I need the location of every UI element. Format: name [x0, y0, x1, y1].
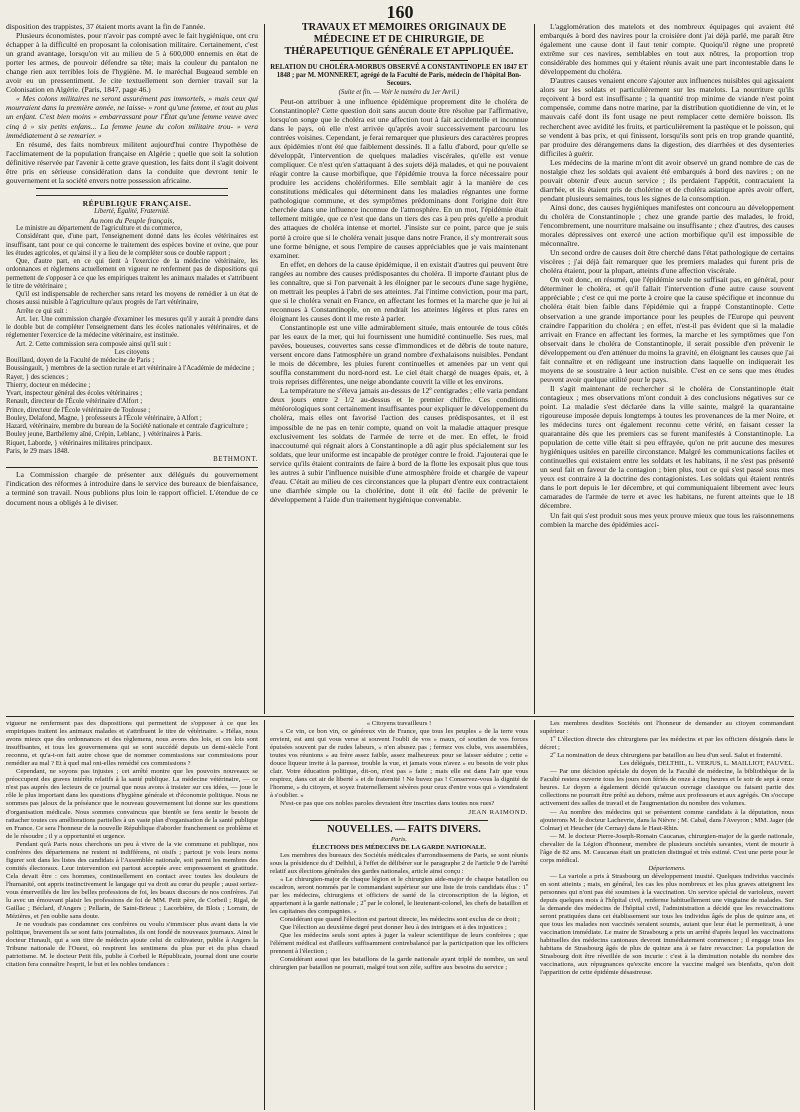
decree-member: Renault, directeur de l'École vétérinaire d'Alfort ;	[6, 398, 143, 406]
middle-paragraph: Peut-on attribuer à une influence épidémique proprement dite le choléra de Constantinople? Cette question doit sans aucun doute être résolue par l'affirmative, lorsqu'on songe que le choléra est une affection tout à fait accidentelle et inconnue dans le pays, où elle n'est arrivée qu'après avoir successivement parcouru les contrées voisines. Cependant, je ferai remarquer que plusieurs des caractères propres aux épidémies n'ont été que faiblement dessinés. Il a fallu d'abord, pour qu'elle se développât, l'intervention de quelques maladies viscérales, qu'elle est venue compliquer. Ce n'est qu'en s'attaquant à des sujets déjà malades, et qui ne pouvaient réagir contre la cause morbifique, que l'épidémie trouva la force nécessaire pour produire les accidens cholériformes. Elle semblait agir à la manière de ces constitutions médicales qui déterminent dans les maladies régnantes une forme pathologique commune, et des symptômes prédominans dont l'origine doit être cherchée dans une influence inconnue de l'atmosphère. En un mot, l'épidémie était tellement mitigée, que ce n'est que dans un tiers des cas à peu près qu'elle a produit des attaques de choléra intense et mortel. J'insiste sur ce point, parce que je suis porté à croire que si le choléra venait jusque dans notre France, il s'y montrerait sous une forme bénigne, et sous l'empire de causes appréciables que je vais maintenant examiner.	[270, 96, 528, 260]
news-paragraph: Que les médecins seuls sont aptes à juger la valeur scientifique de leurs confrères ; que l'élément médical est d'ailleurs suffisamment contrebalancé par la participation que les officiers prennent à l'élection ;	[270, 932, 528, 956]
bottom-right-paragraph: — Par une décision spéciale du doyen de la Faculté de médecine, la bibliothèque de la Faculté restera ouverte tous les jours non fériés de onze à cinq heures et le soir de sept à onze heures. Le doyen a également décidé qu'aucun ouvrage classique ou faisant partie des collections ne pourrait être prêté au dehors, même aux professeurs et aux agrégés. On s'occupe activement des salles de travail et de l'augmentation du nombre des volumes.	[540, 768, 794, 808]
ornament-divider	[36, 188, 228, 196]
decree-member: Riquet, Laborde, } vétérinaires militaires principaux.	[6, 439, 153, 447]
bottom-right-paragraph: 2º La nomination de deux chirurgiens par bataillon au lieu d'un seul. Salut et fraternité.	[550, 752, 783, 760]
middle-column	[270, 22, 528, 714]
column-rule-left	[264, 24, 265, 714]
news-paragraph: « Le chirurgien-major de chaque légion et le chirurgien aide-major de chaque bataillon ou escadron, seront nommés par le commandant supérieur sur une liste de trois candidats élus : 1º par les médecins, chirurgiens et officiers de santé de la circonscription de la légion, et appartenant à la garde nationale ; 2º par le colonel, le lieutenant-colonel, les chefs de bataillon et les capitaines des compagnies. »	[270, 875, 528, 915]
decree-paragraph: Art. 2. Cette commission sera composée ainsi qu'il suit :	[16, 340, 171, 348]
middle-paragraph: La température ne s'éleva jamais au-dessus de 12º centigrades ; elle varia pendant deux jours entre 2 1/2 au-dessus et le premier chiffre. Ces conditions météorologiques sont certainement insuffisantes pour expliquer le développement du choléra, mais elles ont favorisé l'action des causes prédisposantes, et il est impossible de ne pas en tenir compte, quand on voit la maladie attaquer presque exclusivement les soldats de l'armée de terre et de mer. En effet, le froid inaccoutumé qui régnait alors à Constantinople a dû agir plus spécialement sur les soldats, que leur uniforme est incapable de protéger contre le froid. J'ajouterai que le service qu'ils étaient contraints de faire à bord de la flotte les exposait plus que tous les autres à subir l'influence nuisible d'une atmosphère froide et chargée de vapeur d'eau. C'était au milieu de ces circonstances que la plupart d'entre eux contractaient une diarrhée simple ou la cholérine, dont il eût été facile de prévenir le développement à l'aide d'un traitement hygiénique convenable.	[270, 386, 528, 504]
bottom-left-column	[6, 720, 258, 1110]
bottom-right-paragraph: — M. le docteur Pierre-Joseph-Romain Caucanas, chirurgien-major de la garde nationale, chevalier de la Légion d'honneur, membre de plusieurs sociétés savantes, vient de mourir à l'âge de 82 ans. M. Caucanas était un praticien distingué et très estimé. C'est une perte pour le corps médical.	[540, 832, 794, 864]
bottom-middle-column	[270, 720, 528, 1110]
decree-member: Boussingault, } membres de la section rurale et art vétérinaire à l'Académie de médecine ;	[6, 365, 255, 373]
bottom-left-paragraph: Pendant qu'à Paris nous cherchons un peu à vivre de la vie commune et publique, nos confrères des départemens ne restent ni indifférens, ni oisifs ; partout je vois leurs noms figurer soit dans les listes des candidats à l'Assemblée nationale, soit parmi les membres des comités électoraux. Leur intervention est partout acceptée avec empressement et gratitude. Cela devait être : ces hommes, continuellement en contact avec toutes les douleurs de l'humanité, ont appris instinctivement le langage qui va droit au cœur du peuple ; aussi seriez-vous émerveillés de lire les belles professions de foi, les beaux discours de nos confrères. J'ai lu avec un émouvant plaisir les professions de foi de MM. Petit père, de Corbeil ; Rigal, de Gaillac ; Béclard, d'Angers ; Pellarin, de Saint-Brieuc ; Lacorbière, de Blois ; Lorrain, de Mézières, et j'en oublie sans doute.	[6, 840, 258, 921]
bottom-left-paragraph: vigueur ne renferment pas des dispositions qui permettent de s'opposer à ce que les empiriques traitent les animaux malades et s'attribuent le titre de vétérinaire. « Hélas, nous avons mieux que des ordonnances et des règlemens, nous avons des lois, et ces lois sont insuffisantes, et tous les gouvernemens qui se sont succédé depuis un demi-siècle l'ont reconnu, et qu'a-t-on fait autre chose que de nommer commissions sur commissions pour remédier au mal ? Et à quel mal ont-elles remédié ces commissions ?	[6, 720, 258, 768]
right-paragraph: Un fait qui s'est produit sous mes yeux prouve mieux que tous les raisonnemens combien la marche des épidémies acci-	[540, 510, 794, 529]
bottom-left-paragraph: Je ne voudrais pas condamner ces confrères ou voulu s'immiscer plus avant dans la vie politique, bravement ils se sont faits journalistes, ils ont fondé de nouveaux journaux. Ainsi le docteur Hunault, qui a son titre de médecin ajoute celui de cultivateur, publie à Angers la Tribune nationale de l'Ouest, où respirent les sentimens du plus pur et du plus chaud patriotisme. M. le docteur Petit fils, publie à Corbeil le Républicain, journal dont une courte citation fera connaître l'esprit, le but et les nobles tendances :	[6, 921, 258, 969]
decree-title: RÉPUBLIQUE FRANÇAISE.	[82, 198, 192, 208]
decree-member: Thierry, docteur en médecine ;	[6, 381, 91, 389]
left-quote-paragraph: « Mes colons militaires ne seront assurément pas immortels, » mais ceux qui mourraient dans la première année, ne laisse- » ront qu'une femme, et tout au plus un enfant. C'est bien moins » embarrassant pour l'État qu'une femme veuve avec cinq à » six petits enfans... La femme jeune du colon militaire trou- » vera immédiatement à se remarier. »	[6, 94, 258, 140]
decree-paragraph: Que, d'autre part, en ce qui tient à l'exercice de la médecine vétérinaire, les ordonnances et règlemens actuellement en vigueur ne renferment pas de dispositions qui permettent de s'opposer à ce que les empiriques traitent les animaux malades et s'attribuent le titre de vétérinaire ;	[6, 258, 258, 290]
section-divider-rule	[6, 716, 794, 717]
bottom-right-paragraph: — Au nombre des médecins qui se présentent comme candidats à la députation, nous ajouterons M. le docteur Lachevrie, dans la Nièvre ; M. Cabal, dans l'Aveyron ; MM. Jager (de Colmar) et Heucher (de Cernay) dans le Haut-Rhin.	[540, 808, 794, 832]
right-paragraph: On voit donc, en résumé, que l'épidémie seule ne suffisait pas, en général, pour déterminer le choléra, et qu'il fallait l'intervention d'une autre cause souvent appréciable ; c'est ce qui me porte à croire que la cause spécifique et inconnue du choléra était bien faible dans l'épidémie qui a frappé Constantinople. Cette observation a une grande importance pour les peuples de l'Europe qui peuvent craindre l'apparition du choléra ; en effet, n'est-il pas évident que si la maladie arrivait en France en affectant les formes, la marche et les symptômes que l'on observait dans le choléra de Constantinople, il serait possible d'en prévenir le développement ou d'en atténuer du moins la gravité, en éloignant les causes que j'ai fait connaître et en rédigeant une instruction dans laquelle on indiquerait les moyens de se soustraire à leur action nuisible. C'est en ce sens que mes études peuvent avoir quelque utilité pour le pays.	[540, 275, 794, 384]
delegates-signature: Les délégués, DELTHIL, L. VERJUS, L. MAILLIOT, FAUVEL.	[619, 760, 794, 768]
decree-paragraph: Art. 1er. Une commission chargée d'examiner les mesures qu'il y aurait à prendre dans le double but de compléter l'enseignement dans les écoles nationales vétérinaires, et de réglementer l'exercice de la médecine vétérinaire, est instituée.	[6, 315, 258, 340]
column-rule-bottom-right	[534, 720, 535, 1110]
news-title: NOUVELLES. — FAITS DIVERS.	[327, 823, 481, 835]
left-closing-paragraph: La Commission chargée de présenter aux délégués du gouvernement l'indication des réformes à introduire dans le service des bureaux de bienfaisance, a terminé son travail. Nous publions plus loin le rapport officiel. L'étendue de ce document nous a obligés à le diviser.	[6, 470, 258, 507]
decree-member: Rayer, } des sciences ;	[6, 373, 69, 381]
left-column	[6, 22, 258, 714]
bottom-right-paragraph: 1º L'élection directe des chirurgiens par les médecins et par les officiers désignés dans le décret ;	[540, 736, 794, 752]
decree-member: Prince, directeur de l'École vétérinaire de Toulouse ;	[6, 406, 151, 414]
left-paragraph: Plusieurs économistes, pour n'avoir pas compté avec le fait hygiénique, ont cru échapper à la difficulté en proposant la colonisation militaire. Certainement, c'est un grand avantage, lorsqu'on vit au milieu de 5 à 600,000 ennemis en état de porter les armes, de pouvoir défendre sa tête; mais la couleur du pantalon ne change rien aux terribles lois de l'hygiène. M. le maréchal Bugeaud semble en avoir eu un pressentiment. Je cite textuellement son dernier travail sur la Colonisation en Algérie. (Paris, 1847, page 46.)	[6, 31, 258, 95]
quote-paragraph: N'est-ce pas que ces nobles paroles devraient être inscrites dans toutes nos rues?	[280, 800, 495, 808]
decree-member: Hazard, vétérinaire, membre du bureau de la Société nationale et centrale d'agriculture ;	[6, 423, 248, 431]
left-paragraph: disposition des trappistes, 37 étaient morts avant la fin de l'année.	[6, 22, 206, 31]
decree-paragraph: Qu'il est indispensable de rechercher sans retard les moyens de remédier à un état de choses aussi nuisible à l'agriculture qu'aux progrès de l'art vétérinaire,	[6, 291, 258, 307]
right-paragraph: Il s'agit maintenant de rechercher si le choléra de Constantinople était contagieux ; mes observations m'ont conduit à des conclusions négatives sur ce point. La maladie s'est déclarée dans la ville sainte, malgré la quarantaine rigoureuse imposée depuis longtemps à toutes les provenances de la mer Noire, et les médecins turcs ont également reconnu cette vérité, en faisant cesser la quarantaine dès que les premiers cas se furent manifestés à Constantinople. La population de cette ville était si peu effrayée, qu'on ne prit aucune des mesures hygiéniques usitées en pareille circonstance. Malgré les communications faciles et continuelles qui existaient entre les soldats et les habitans, il ne s'est pas présenté un seul fait en faveur de la contagion ; bien plus, tout ce qui s'est passé sous mes yeux est contraire à la doctrine des contagionistes. Les soldats qui étaient rentrés dans le port depuis le 1er décembre, et qui communiquaient librement avec leurs camarades de l'armée de terre et avec les habitans, ne furent atteints que le 18 décembre.	[540, 383, 794, 511]
right-paragraph: Un second ordre de causes doit être cherché dans l'état pathologique de certains viscères ; j'ai déjà fait remarquer que les premiers malades qui furent pris de choléra étaient, pour la plupart, atteints d'une affection viscérale.	[540, 248, 794, 276]
column-rule-bottom-left	[264, 720, 265, 1110]
bottom-left-paragraph: Cependant, ne soyons pas injustes ; cet arrêté montre que les pouvoirs nouveaux se préoccupent des graves intérêts relatifs à la santé publique. La médecine vétérinaire, — ce n'est pas auprès des lecteurs de ce journal que nous avons à insister sur ces idées, — joue le rôle le plus important dans les questions d'hygiène générale et d'économie politique. Nous ne sommes pas jaloux de la préséance que le nouveau gouvernement lui donne sur les questions d'organisation médicale. Nous sommes convaincus que bientôt se fera sentir le besoin de rattacher toutes ces améliorations partielles à un vaste plan d'organisation de la santé publique en France. Ce sera l'honneur de la nouvelle République d'aborder franchement ce problème et de le résoudre ; il y a opportunité et urgence.	[6, 768, 258, 840]
bottom-right-column	[540, 720, 794, 1110]
quote-signature: JEAN RAIMOND.	[468, 808, 528, 816]
decree-paragraph: Les citoyens	[114, 348, 150, 356]
article-continuation: (Suite et fin. — Voir le numéro du 1er Avril.)	[338, 88, 460, 96]
right-paragraph: Ainsi donc, des causes hygiéniques manifestes ont concouru au développement du choléra de Constantinople ; chez une grande partie des malades, le froid, l'encombrement, une nourriture malsaine ou insuffisante ; chez d'autres, des causes morales dépressives ont exercé une action morbifique qu'il est impossible de méconnaître.	[540, 202, 794, 249]
right-column	[540, 22, 794, 714]
decree-name: Au nom du Peuple français,	[89, 216, 175, 226]
page-number: 160	[386, 2, 414, 22]
news-paragraph: Considérant aussi que les bataillons de la garde nationale ayant triplé de nombre, un seul chirurgien par bataillon ne pourrait, malgré tout son zèle, suffire aux besoins du service ;	[270, 956, 528, 972]
quote-paragraph: « Ce vin, ce bon vin, ce généreux vin de France, que tous les peuples » de la terre vous envient, est ami qui vous verse si souvent l'oubli de vos » maux, cé soutien de vos forces épuisées souvent par de rudes labeurs, » n'en abusez pas ; fermez vos clubs, vos assemblées, toutes vos réunions » au frère assez faible, assez malheureux pour se laisser séduire ; cette » douce liqueur invite à la paresse, trouble la vue, et jamais vous n'avez » eu besoin de voir plus clair. Votre éducation politique, dit-on, n'est pas » faite ; mais elle est dans l'air que vous respirez, dans cet air de liberté » et de fraternité ! Ne buvez pas ! Conservez-vous la dignité de l'homme, » du citoyen, et soyez fraternellement sévères pour ceux d'entre vous qui » viendraient à s'oublier. »	[270, 728, 528, 800]
news-paragraph: Les membres des bureaux des Sociétés médicales d'arrondissemens de Paris, se sont réunis sous la présidence du d' Delbhil, à l'effet de délibérer sur le paragraphe 2 de l'article 9 de l'arrêté relatif aux élections générales des gardes nationales, article ainsi conçu :	[270, 851, 528, 875]
decree-paragraph: Arrête ce qui suit :	[16, 307, 68, 315]
decree-paragraph: Considérant que, d'une part, l'enseignement donné dans les écoles vétérinaires est insuffisant, tant pour ce qui concerne le traitement des espèces bovine et ovine, que pour les études agricoles, et qu'ainsi il y a lieu de le compléter sous ce double rapport ;	[6, 233, 258, 257]
middle-paragraph: Constantinople est une ville admirablement située, mais entourée de tous côtés par les eaux de la mer, qui lui fournissent une humidité continuelle. Ses rues, mal pavées, boueuses, couvertes sans cesse d'immondices et de débris de toute nature, versent encore dans l'atmosphère un grand nombre d'exhalaisons nuisibles. Pendant le mois de décembre, les pluies furent continuelles et amenées par un vent qui souffla constamment du nord-nord est. Le ciel était chargé de nuages épais, et, à trois reprises différentes, une neige abondante couvrit la ville et les environs.	[270, 322, 528, 387]
decree-member: Bouley jeune, Barthélemy aîné, Crépin, Leblanc, } vétérinaires à Paris.	[6, 431, 202, 439]
news-paragraph: Considérant que quand l'élection est partout directe, les médecins sont exclus de ce droit ;	[280, 916, 520, 924]
decree-member: Bouillaud, doyen de la Faculté de médecine de Paris ;	[6, 357, 155, 365]
news-subtitle: ÉLECTIONS DES MÉDECINS DE LA GARDE NATIONALE.	[311, 843, 487, 851]
right-paragraph: D'autres causes venaient encore s'ajouter aux influences nuisibles qui agissaient alors sur les soldats et particulièrement sur les matelots. La nourriture qu'ils reçoivent à bord est insuffisante ; la quantité trop minime de viande n'est point compensée, comme dans notre marine, par la distribution quotidienne de vin, et le mauvais café dont ils font usage ne peut remplacer cette dernière boisson. Ils recherchent avec avidité les fruits, et particulièrement la pastèque et le poisson, qui se vendent à bas prix, et qui finissent, lorsqu'ils sont pris en trop grande quantité, par produire des dérangemens dans la digestion, des diarrhées et des dysenteries difficiles à guérir.	[540, 76, 794, 158]
right-paragraph: L'agglomération des matelots et des nombreux équipages qui avaient été embarqués à bord des navires pour la croisière dont j'ai déjà parlé, me paraît être également une cause dont il faut tenir compte. Quoiqu'il règne une propreté extrême sur ces navires, semblables en tout aux nôtres, la proportion trop considérable des hommes qui y étaient réunis avait une part incontestable dans le développement du choléra.	[540, 22, 794, 77]
decree-motto: Liberté, Égalité, Fraternité.	[94, 207, 170, 215]
decree-member: Yvart, inspecteur général des écoles vétérinaires ;	[6, 390, 143, 398]
decree-paragraph: Le ministre au département de l'agriculture et du commerce,	[16, 225, 182, 233]
left-paragraph: En résumé, des faits nombreux militent aujourd'hui contre l'hypothèse de l'acclimatement de la population française en Algérie ; quelle que soit la solution définitive réservée par l'avenir à cette grave question, les faits dont il s'agit doivent être pris en sérieuse considération dans la conduite que devront tenir le gouvernement et la société envers notre possession africaine.	[6, 139, 258, 185]
news-city: Paris.	[390, 835, 408, 843]
decree-signature: BETHMONT.	[213, 456, 258, 464]
bottom-right-paragraph: — La variole a pris à Strasbourg un développement inusité. Quelques individus vaccinés en sont atteints ; mais, en général, les cas les plus nombreux et les plus graves atteignent les personnes qui n'ont pas été soumises à la vaccination. Un service spécial de varioleux, ouvert depuis quelques mois à l'hôpital civil, renferme habituellement une vingtaine de malades. Sur la demande des médecins de l'hôpital civil, l'administration a décidé que les revaccinations seront pratiquées dans cet établissement sur tous les individus âgés de plus de quinze ans, et que tous les malades non vaccinés seraient soumis, autant que leur état le permettrait, à une vaccination immédiate. Le maire de Strasbourg a pris un arrêté d'après lequel les vaccinations habituelles des médecins cantonaux devront immédiatement commencer ; il engage tous les habitans de Strasbourg âgés de plus de quinze ans à se faire revacciner. La population de Strasbourg doit être réveillée de son incurie : c'est à la diminution notable du nombre des vaccinations, aux répugnances qu'excite encore la vaccine malgré ses bienfaits, qu'on doit l'apparition de cette épidémie désastreuse.	[540, 872, 794, 977]
article-title: RELATION DU CHOLÉRA-MORBUS OBSERVÉ A CONSTANTINOPLE EN 1847 ET 1848 ; par M. MONNERET, agrégé de la Faculté de Paris, médecin de l'hôpital Bon-Secours.	[270, 64, 528, 88]
middle-paragraph: En effet, en dehors de la cause épidémique, il en existait d'autres qui peuvent être rangées au nombre des causes prédisposantes du choléra. Il importe d'autant plus de les connaître, que si l'on parvenait à les éloigner par le secours d'une sage hygiène, on mettrait les peuples à l'abri de ses atteintes. J'ai l'intime conviction, pour ma part, que si le choléra venait en France, en affectant les formes et la marche que je lui ai reconnues à Constantinople, on en rendrait les atteintes légères et plus rares en éloignant les causes dont il me reste à parler.	[270, 259, 528, 323]
departments-heading: Départemens.	[648, 864, 686, 872]
column-rule-right	[534, 24, 535, 714]
news-paragraph: Que l'élection au deuxième degré peut donner lieu à des intrigues et à des injustices ;	[280, 924, 507, 932]
quote-heading: « Citoyens travailleurs !	[366, 720, 432, 727]
bottom-right-paragraph: Les membres desdites Sociétés ont l'honneur de demander au citoyen commandant supérieur :	[540, 720, 794, 736]
decree-date: Paris, le 29 mars 1848.	[6, 447, 70, 455]
section-title: TRAVAUX ET MÉMOIRES ORIGINAUX DE MÉDECINE ET DE CHIRURGIE, DE THÉRAPEUTIQUE GÉNÉRALE ET APPLIQUÉE.	[284, 22, 514, 57]
right-paragraph: Les médecins de la marine m'ont dit avoir observé un grand nombre de cas de nostalgie chez les soldats qui avaient été embarqués à bord des navires ; on ne pouvait obtenir d'eux aucun service ; ils perdaient l'appétit, contractaient la diarrhée, et ils étaient pris de cholérine et de choléra asiatique après avoir offert, pendant plusieurs semaines, tous les signes de la consomption.	[540, 157, 794, 203]
decree-member: Bouley, Delafond, Magne, } professeurs à l'École vétérinaire, à Alfort ;	[6, 414, 202, 422]
